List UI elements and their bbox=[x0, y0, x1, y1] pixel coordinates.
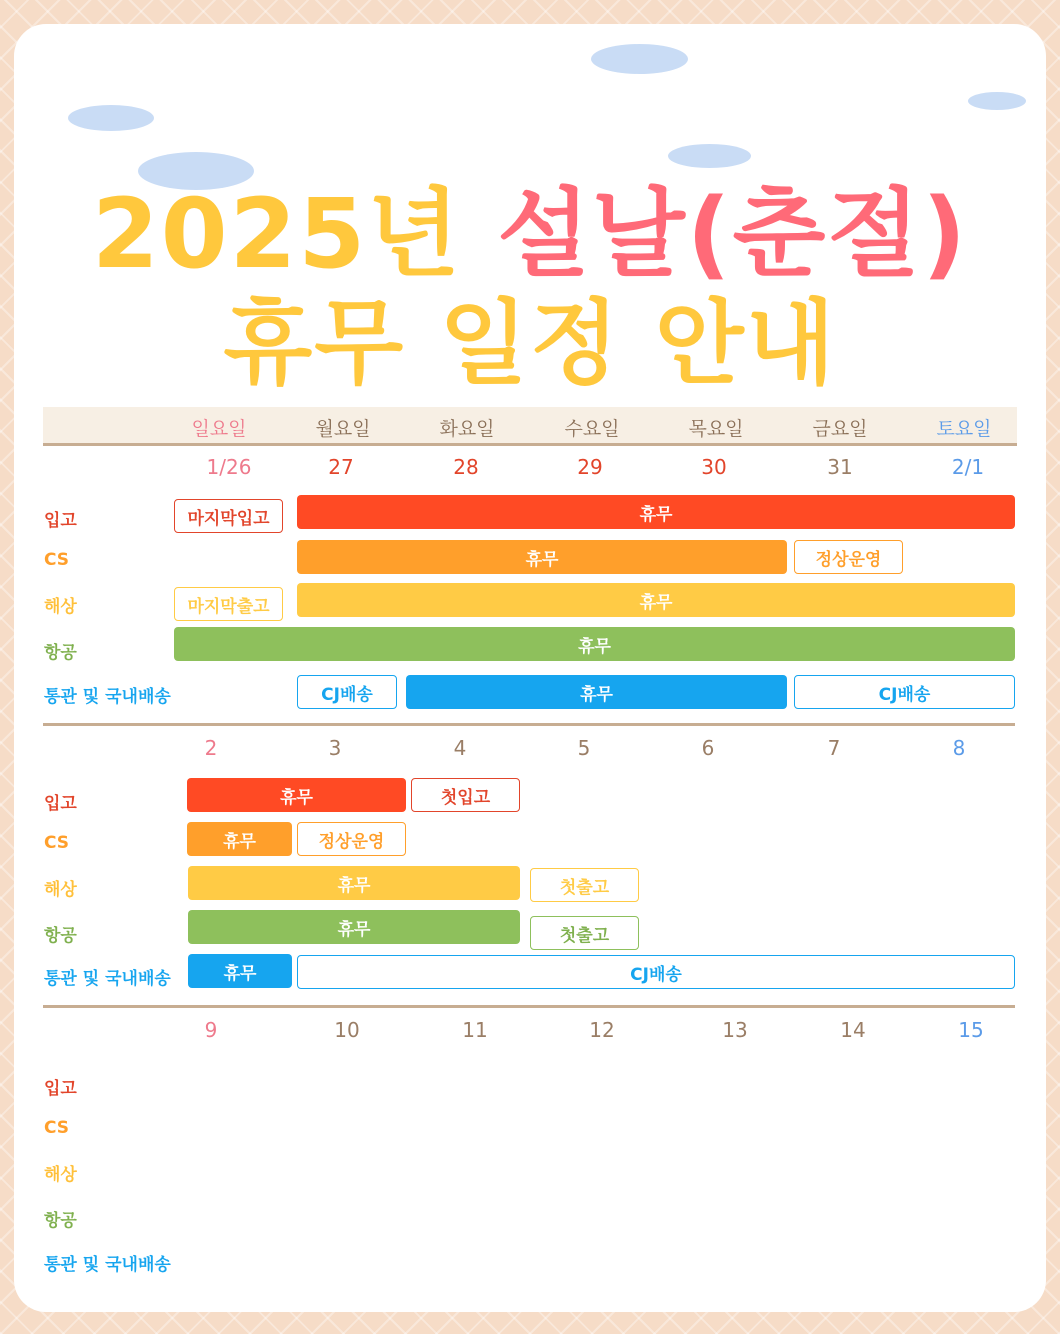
date-cell: 8 bbox=[952, 736, 966, 760]
day-thursday: 목요일 bbox=[688, 418, 744, 440]
last-shipping-badge: 마지막출고 bbox=[174, 587, 283, 621]
date-cell: 2 bbox=[204, 736, 218, 760]
label-receiving: 입고 bbox=[44, 794, 77, 814]
cloud-decoration bbox=[968, 92, 1026, 110]
week-divider bbox=[43, 723, 1015, 726]
date-cell: 1/26 bbox=[206, 455, 252, 479]
normal-operation-badge: 정상운영 bbox=[794, 540, 903, 574]
holiday-bar-cs: 휴무 bbox=[297, 540, 787, 574]
day-tuesday: 화요일 bbox=[439, 418, 495, 440]
page-title-line2: 휴무 일정 안내 bbox=[223, 290, 837, 397]
holiday-bar-customs: 휴무 bbox=[406, 675, 787, 709]
cj-delivery-badge: CJ배송 bbox=[297, 675, 397, 709]
title-year: 2025년 bbox=[91, 178, 462, 290]
cj-delivery-badge: CJ배송 bbox=[297, 955, 1015, 989]
holiday-bar-air: 휴무 bbox=[174, 627, 1015, 661]
date-cell: 15 bbox=[958, 1018, 984, 1042]
label-air: 항공 bbox=[44, 1211, 77, 1231]
label-air: 항공 bbox=[44, 926, 77, 946]
date-cell: 29 bbox=[577, 455, 603, 479]
holiday-bar-receiving: 휴무 bbox=[297, 495, 1015, 529]
cloud-decoration bbox=[68, 105, 154, 131]
date-cell: 14 bbox=[840, 1018, 866, 1042]
day-saturday: 토요일 bbox=[936, 418, 992, 440]
date-cell: 13 bbox=[722, 1018, 748, 1042]
label-receiving: 입고 bbox=[44, 1079, 77, 1099]
date-cell: 5 bbox=[577, 736, 591, 760]
date-cell: 12 bbox=[589, 1018, 615, 1042]
date-cell: 30 bbox=[701, 455, 727, 479]
label-customs: 통관 및 국내배송 bbox=[44, 687, 171, 707]
normal-operation-badge: 정상운영 bbox=[297, 822, 406, 856]
label-cs: CS bbox=[44, 1118, 70, 1138]
date-cell: 11 bbox=[462, 1018, 488, 1042]
date-cell: 27 bbox=[328, 455, 354, 479]
label-customs: 통관 및 국내배송 bbox=[44, 1255, 171, 1275]
label-cs: CS bbox=[44, 833, 70, 853]
date-cell: 10 bbox=[334, 1018, 360, 1042]
label-cs: CS bbox=[44, 550, 70, 570]
first-shipping-badge: 첫출고 bbox=[530, 916, 639, 950]
date-cell: 6 bbox=[701, 736, 715, 760]
first-shipping-badge: 첫출고 bbox=[530, 868, 639, 902]
date-cell: 7 bbox=[827, 736, 841, 760]
date-cell: 4 bbox=[453, 736, 467, 760]
cloud-decoration bbox=[591, 44, 688, 74]
title-holiday: 설날(춘절) bbox=[497, 178, 969, 290]
date-cell: 9 bbox=[204, 1018, 218, 1042]
day-friday: 금요일 bbox=[812, 418, 868, 440]
label-sea: 해상 bbox=[44, 1165, 77, 1185]
last-receiving-badge: 마지막입고 bbox=[174, 499, 283, 533]
date-cell: 31 bbox=[827, 455, 853, 479]
cj-delivery-badge: CJ배송 bbox=[794, 675, 1015, 709]
label-receiving: 입고 bbox=[44, 511, 77, 531]
holiday-bar-sea: 휴무 bbox=[297, 583, 1015, 617]
day-monday: 월요일 bbox=[315, 418, 371, 440]
label-sea: 해상 bbox=[44, 597, 77, 617]
date-cell: 28 bbox=[453, 455, 479, 479]
holiday-bar-cs: 휴무 bbox=[187, 822, 292, 856]
holiday-bar-receiving: 휴무 bbox=[187, 778, 406, 812]
day-wednesday: 수요일 bbox=[564, 418, 620, 440]
label-customs: 통관 및 국내배송 bbox=[44, 969, 171, 989]
label-sea: 해상 bbox=[44, 880, 77, 900]
label-air: 항공 bbox=[44, 643, 77, 663]
day-sunday: 일요일 bbox=[191, 418, 247, 440]
holiday-bar-customs: 휴무 bbox=[188, 954, 292, 988]
holiday-bar-sea: 휴무 bbox=[188, 866, 520, 900]
date-cell: 2/1 bbox=[951, 455, 985, 479]
holiday-bar-air: 휴무 bbox=[188, 910, 520, 944]
first-receiving-badge: 첫입고 bbox=[411, 778, 520, 812]
week-divider bbox=[43, 1005, 1015, 1008]
date-cell: 3 bbox=[328, 736, 342, 760]
